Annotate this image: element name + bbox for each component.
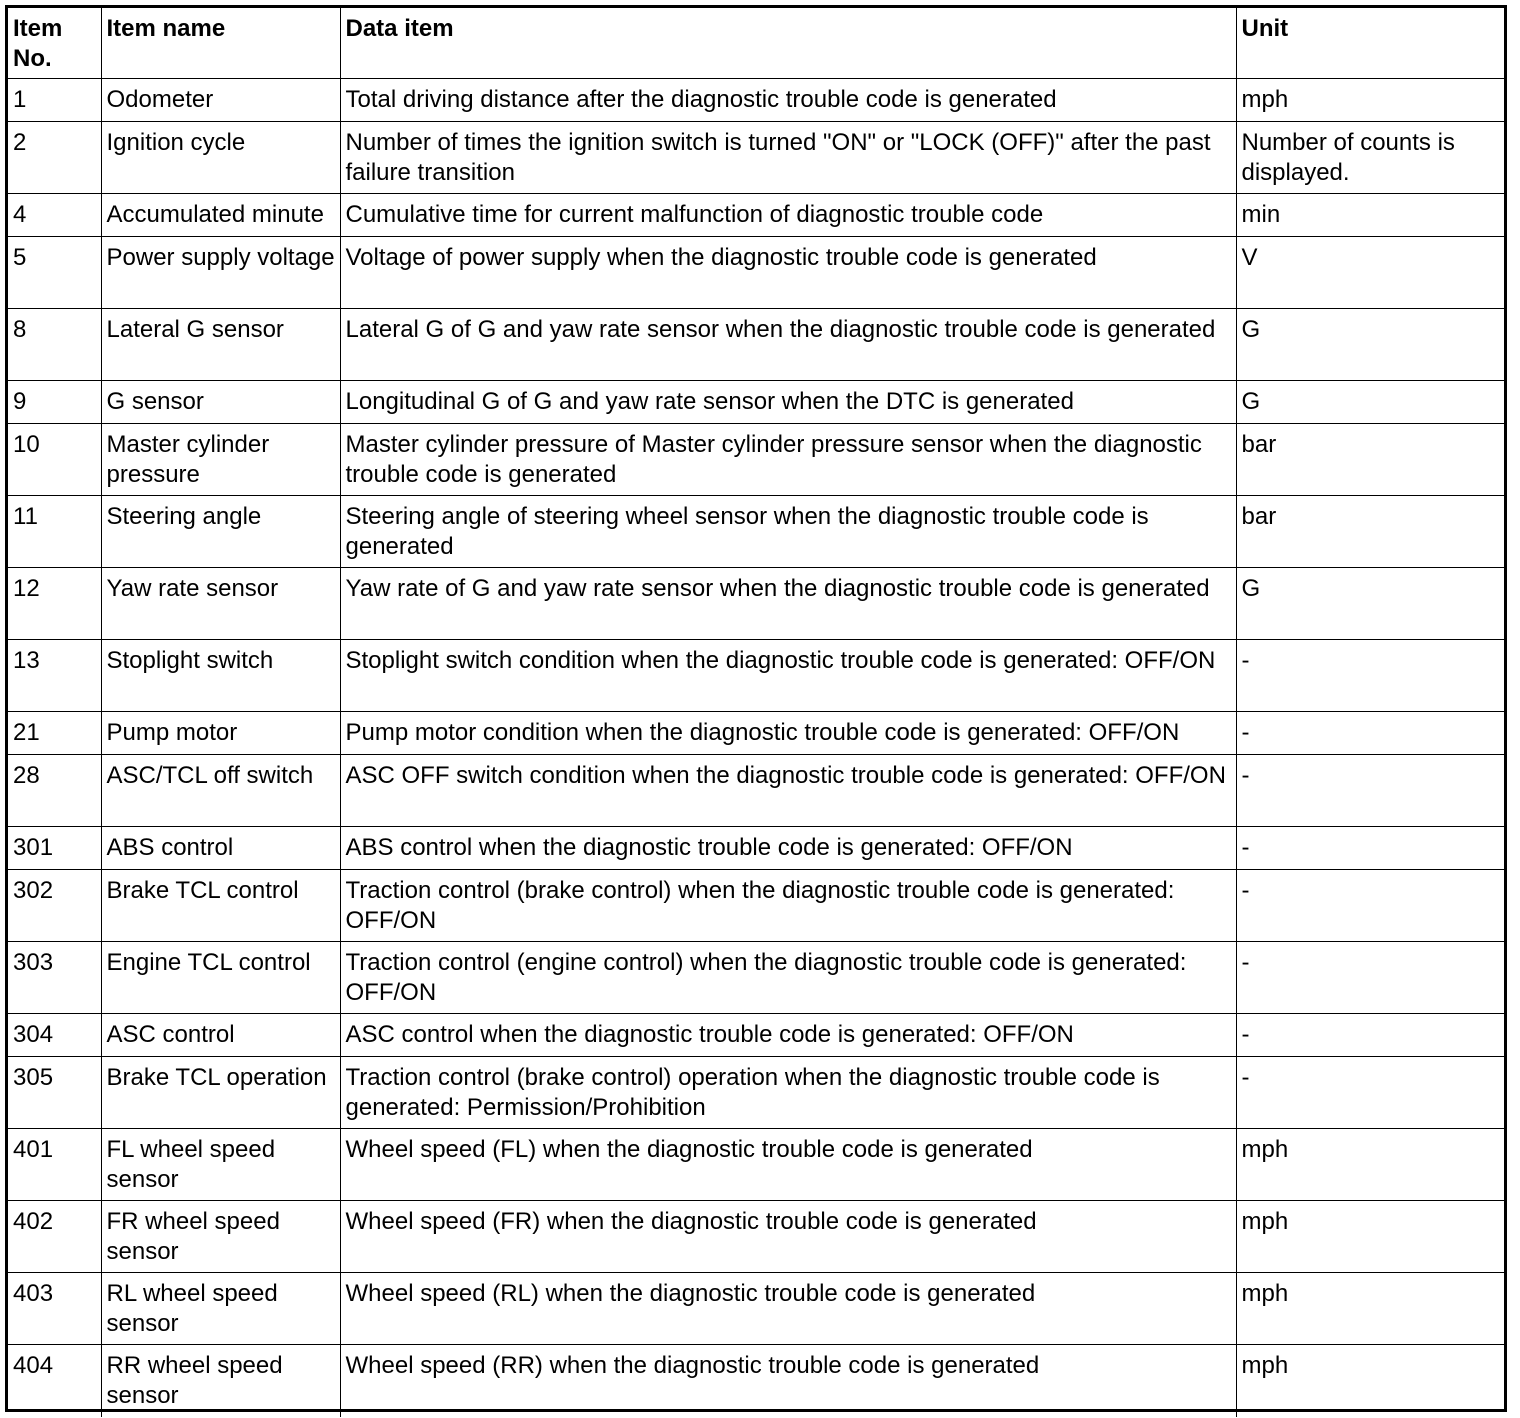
item-name-cell: Brake TCL control <box>101 870 340 942</box>
item-no-cell: 28 <box>8 755 101 827</box>
item-name-cell: Yaw rate sensor <box>101 568 340 640</box>
unit-cell: Number of counts is displayed. <box>1236 122 1504 194</box>
item-name-cell: ASC/TCL off switch <box>101 755 340 827</box>
unit-cell: - <box>1236 870 1504 942</box>
item-name-cell: G sensor <box>101 381 340 424</box>
data-item-cell: Steering angle of steering wheel sensor when the diagnostic trouble code is generated <box>340 496 1236 568</box>
unit-cell: - <box>1236 827 1504 870</box>
item-name-cell: Pump motor <box>101 712 340 755</box>
item-no-cell: 21 <box>8 712 101 755</box>
item-no-cell: 9 <box>8 381 101 424</box>
item-name-cell: Accumulated minute <box>101 194 340 237</box>
item-no-cell: 8 <box>8 309 101 381</box>
data-item-cell: Stoplight switch condition when the diagnostic trouble code is generated: OFF/ON <box>340 640 1236 712</box>
data-item-cell: Pump motor condition when the diagnostic trouble code is generated: OFF/ON <box>340 712 1236 755</box>
table-row <box>8 827 1504 870</box>
unit-cell: mph <box>1236 79 1504 122</box>
freeze-frame-data-table <box>8 8 1504 1417</box>
unit-cell: mph <box>1236 1129 1504 1201</box>
item-name-cell: Lateral G sensor <box>101 309 340 381</box>
item-no-cell: 4 <box>8 194 101 237</box>
data-item-cell: Number of times the ignition switch is turned "ON" or "LOCK (OFF)" after the past failure transition <box>340 122 1236 194</box>
data-item-cell: Voltage of power supply when the diagnostic trouble code is generated <box>340 237 1236 309</box>
table-row <box>8 237 1504 309</box>
table-row <box>8 1057 1504 1129</box>
table-row <box>8 755 1504 827</box>
data-item-cell: Total driving distance after the diagnostic trouble code is generated <box>340 79 1236 122</box>
table-header-row <box>8 8 1504 79</box>
table-row <box>8 712 1504 755</box>
unit-cell: mph <box>1236 1273 1504 1345</box>
item-name-cell: ASC control <box>101 1014 340 1057</box>
item-no-cell: 2 <box>8 122 101 194</box>
table-row <box>8 122 1504 194</box>
freeze-frame-data-table-container <box>5 5 1507 1412</box>
item-name-cell: Brake TCL operation <box>101 1057 340 1129</box>
data-item-cell: Yaw rate of G and yaw rate sensor when the diagnostic trouble code is generated <box>340 568 1236 640</box>
table-row <box>8 1201 1504 1273</box>
data-item-cell: Traction control (brake control) operation when the diagnostic trouble code is generated: Permission/Prohibition <box>340 1057 1236 1129</box>
unit-cell: mph <box>1236 1201 1504 1273</box>
table-row <box>8 1345 1504 1417</box>
item-no-cell: 301 <box>8 827 101 870</box>
data-item-cell: Wheel speed (FL) when the diagnostic trouble code is generated <box>340 1129 1236 1201</box>
item-name-cell: Stoplight switch <box>101 640 340 712</box>
data-item-cell: Wheel speed (RR) when the diagnostic trouble code is generated <box>340 1345 1236 1417</box>
header-unit: Unit <box>1236 8 1504 79</box>
unit-cell: bar <box>1236 496 1504 568</box>
unit-cell: G <box>1236 309 1504 381</box>
item-no-cell: 404 <box>8 1345 101 1417</box>
data-item-cell: ASC control when the diagnostic trouble code is generated: OFF/ON <box>340 1014 1236 1057</box>
unit-cell: G <box>1236 568 1504 640</box>
table-row <box>8 1014 1504 1057</box>
item-no-cell: 302 <box>8 870 101 942</box>
table-row <box>8 381 1504 424</box>
data-item-cell: Lateral G of G and yaw rate sensor when the diagnostic trouble code is generated <box>340 309 1236 381</box>
unit-cell: - <box>1236 1057 1504 1129</box>
item-name-cell: Engine TCL control <box>101 942 340 1014</box>
item-name-cell: FL wheel speed sensor <box>101 1129 340 1201</box>
table-row <box>8 870 1504 942</box>
item-no-cell: 13 <box>8 640 101 712</box>
unit-cell: G <box>1236 381 1504 424</box>
item-no-cell: 1 <box>8 79 101 122</box>
data-item-cell: ABS control when the diagnostic trouble code is generated: OFF/ON <box>340 827 1236 870</box>
table-row <box>8 309 1504 381</box>
data-item-cell: ASC OFF switch condition when the diagnostic trouble code is generated: OFF/ON <box>340 755 1236 827</box>
item-no-cell: 10 <box>8 424 101 496</box>
table-row <box>8 640 1504 712</box>
unit-cell: - <box>1236 755 1504 827</box>
data-item-cell: Traction control (brake control) when the diagnostic trouble code is generated: OFF/ON <box>340 870 1236 942</box>
header-item-name: Item name <box>101 8 340 79</box>
item-name-cell: Steering angle <box>101 496 340 568</box>
unit-cell: min <box>1236 194 1504 237</box>
header-data-item: Data item <box>340 8 1236 79</box>
item-name-cell: Master cylinder pressure <box>101 424 340 496</box>
data-item-cell: Traction control (engine control) when the diagnostic trouble code is generated: OFF/ON <box>340 942 1236 1014</box>
item-no-cell: 5 <box>8 237 101 309</box>
data-item-cell: Longitudinal G of G and yaw rate sensor when the DTC is generated <box>340 381 1236 424</box>
item-no-cell: 403 <box>8 1273 101 1345</box>
item-no-cell: 305 <box>8 1057 101 1129</box>
item-name-cell: RR wheel speed sensor <box>101 1345 340 1417</box>
header-item-no: Item No. <box>8 8 101 79</box>
table-row <box>8 424 1504 496</box>
table-row <box>8 942 1504 1014</box>
table-row <box>8 1129 1504 1201</box>
item-no-cell: 304 <box>8 1014 101 1057</box>
unit-cell: V <box>1236 237 1504 309</box>
data-item-cell: Wheel speed (FR) when the diagnostic trouble code is generated <box>340 1201 1236 1273</box>
table-row <box>8 568 1504 640</box>
unit-cell: - <box>1236 712 1504 755</box>
unit-cell: - <box>1236 640 1504 712</box>
data-item-cell: Master cylinder pressure of Master cylinder pressure sensor when the diagnostic trouble code is generated <box>340 424 1236 496</box>
table-row <box>8 496 1504 568</box>
item-no-cell: 11 <box>8 496 101 568</box>
data-item-cell: Wheel speed (RL) when the diagnostic trouble code is generated <box>340 1273 1236 1345</box>
item-name-cell: RL wheel speed sensor <box>101 1273 340 1345</box>
unit-cell: mph <box>1236 1345 1504 1417</box>
item-no-cell: 12 <box>8 568 101 640</box>
item-no-cell: 402 <box>8 1201 101 1273</box>
table-body <box>8 79 1504 1417</box>
data-item-cell: Cumulative time for current malfunction of diagnostic trouble code <box>340 194 1236 237</box>
item-name-cell: Odometer <box>101 79 340 122</box>
item-no-cell: 401 <box>8 1129 101 1201</box>
unit-cell: - <box>1236 942 1504 1014</box>
table-row <box>8 1273 1504 1345</box>
unit-cell: bar <box>1236 424 1504 496</box>
item-no-cell: 303 <box>8 942 101 1014</box>
item-name-cell: ABS control <box>101 827 340 870</box>
item-name-cell: FR wheel speed sensor <box>101 1201 340 1273</box>
table-row <box>8 194 1504 237</box>
unit-cell: - <box>1236 1014 1504 1057</box>
item-name-cell: Ignition cycle <box>101 122 340 194</box>
table-row <box>8 79 1504 122</box>
item-name-cell: Power supply voltage <box>101 237 340 309</box>
